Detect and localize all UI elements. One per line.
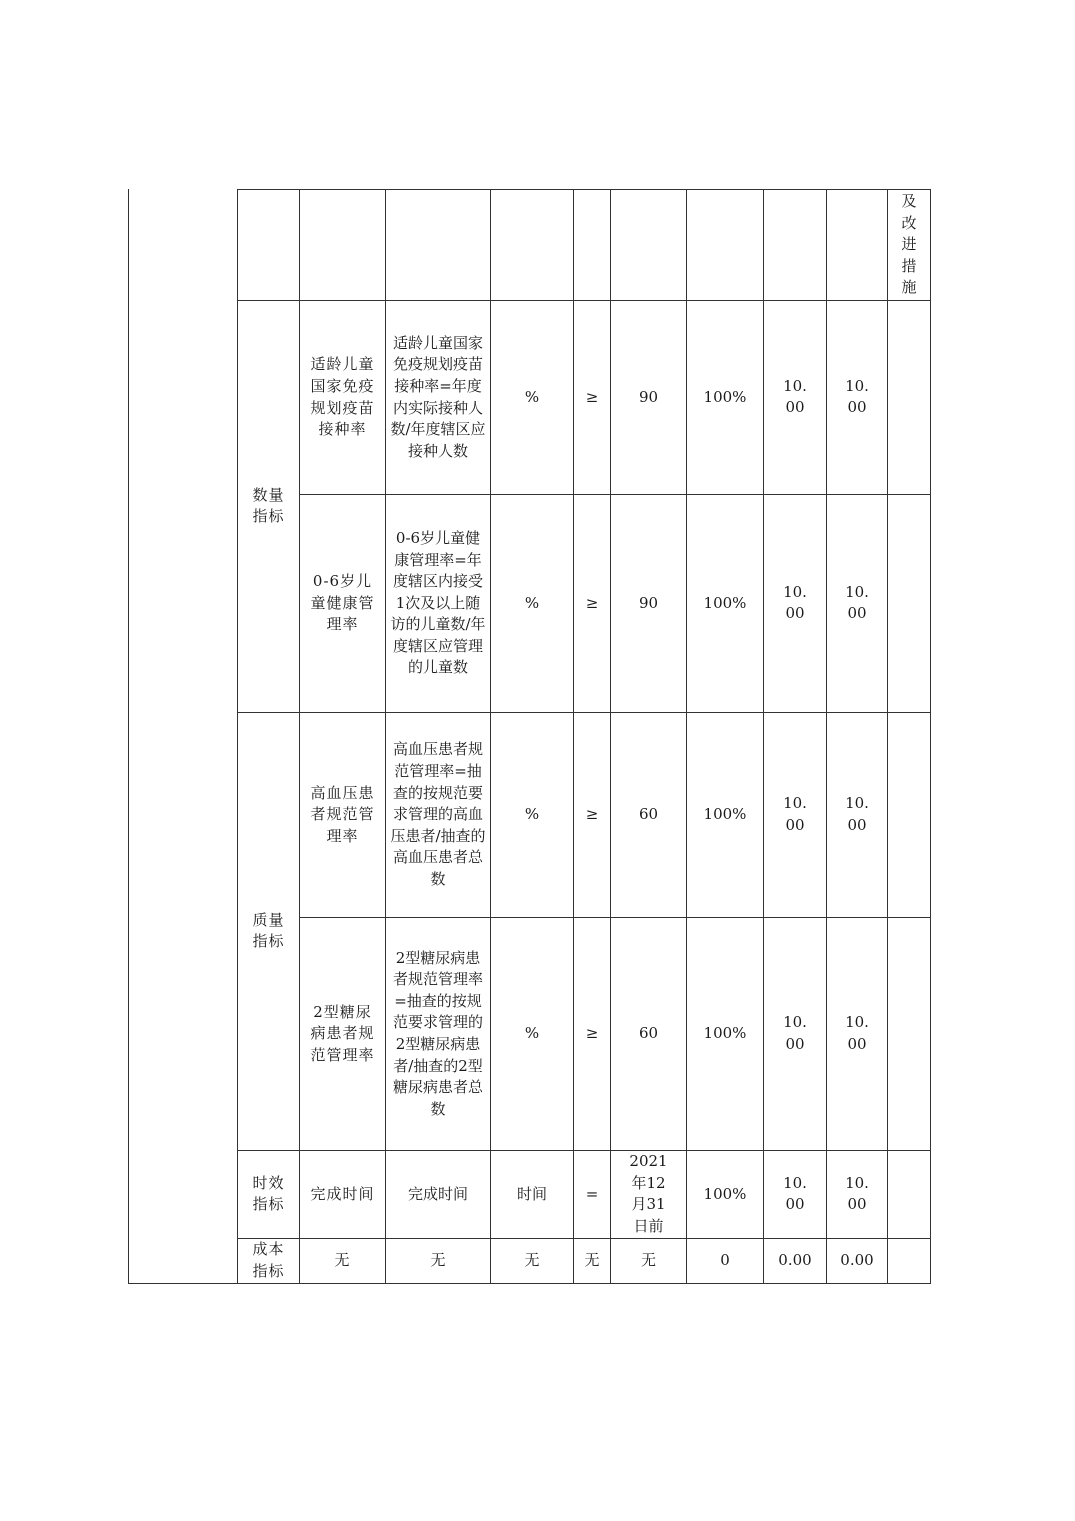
- header-cell: [611, 190, 687, 301]
- header-cell: [764, 190, 827, 301]
- table-row: [238, 1151, 931, 1239]
- indicator-note: [888, 301, 931, 495]
- indicator-note: [888, 1239, 931, 1284]
- indicator-actual: 100%: [687, 301, 764, 495]
- header-cell: [300, 190, 386, 301]
- indicator-weight: [764, 918, 827, 1151]
- indicator-name: 0-6岁儿童健康管理率: [300, 495, 386, 713]
- performance-indicator-table: [237, 189, 931, 1284]
- weight-value: 10.00: [783, 376, 807, 417]
- indicator-score: 0.00: [827, 1239, 888, 1284]
- section-label: 时效指标: [252, 1173, 285, 1214]
- header-cell: [491, 190, 574, 301]
- indicator-name: 适龄儿童国家免疫规划疫苗接种率: [300, 301, 386, 495]
- section-quality: [238, 713, 300, 1151]
- indicator-note: [888, 918, 931, 1151]
- weight-value: 10.00: [783, 1013, 807, 1053]
- indicator-operator: =: [574, 1151, 611, 1239]
- section-quantity: [238, 301, 300, 713]
- score-value: 10.00: [845, 1013, 869, 1053]
- indicator-unit: %: [491, 495, 574, 713]
- indicator-formula: 高血压患者规范管理率=抽查的按规范要求管理的高血压患者/抽查的高血压患者总数: [386, 713, 491, 918]
- indicator-score: [827, 301, 888, 495]
- weight-value: 10.00: [783, 582, 807, 623]
- score-value: 10.00: [845, 582, 869, 623]
- indicator-unit: %: [491, 918, 574, 1151]
- table-row: [238, 495, 931, 713]
- indicator-weight: [764, 301, 827, 495]
- indicator-formula: 完成时间: [386, 1151, 491, 1239]
- score-value: 10.00: [845, 1173, 869, 1214]
- section-cost: [238, 1239, 300, 1284]
- indicator-unit: 时间: [491, 1151, 574, 1239]
- indicator-operator: ≥: [574, 301, 611, 495]
- indicator-actual: 100%: [687, 495, 764, 713]
- indicator-note: [888, 713, 931, 918]
- indicator-operator: ≥: [574, 713, 611, 918]
- header-improvement-measures: [888, 190, 931, 301]
- indicator-actual: 100%: [687, 713, 764, 918]
- indicator-name: 无: [300, 1239, 386, 1284]
- indicator-weight: 0.00: [764, 1239, 827, 1284]
- header-cell: [827, 190, 888, 301]
- indicator-target: 60: [611, 918, 687, 1151]
- header-cell: [574, 190, 611, 301]
- indicator-target: [611, 1151, 687, 1239]
- indicator-score: [827, 495, 888, 713]
- indicator-actual: 0: [687, 1239, 764, 1284]
- weight-value: 10.00: [783, 1173, 807, 1214]
- weight-value: 10.00: [783, 794, 807, 834]
- indicator-note: [888, 1151, 931, 1239]
- header-cell: [238, 190, 300, 301]
- indicator-target: 无: [611, 1239, 687, 1284]
- outer-border-left: [128, 189, 129, 1284]
- section-label: 数量指标: [252, 485, 285, 526]
- indicator-weight: [764, 713, 827, 918]
- score-value: 10.00: [845, 794, 869, 834]
- indicator-formula: 适龄儿童国家免疫规划疫苗接种率=年度内实际接种人数/年度辖区应接种人数: [386, 301, 491, 495]
- indicator-weight: [764, 1151, 827, 1239]
- section-label: 成本指标: [252, 1240, 285, 1280]
- indicator-target: 90: [611, 301, 687, 495]
- indicator-operator: ≥: [574, 918, 611, 1151]
- indicator-formula: 0-6岁儿童健康管理率=年度辖区内接受1次及以上随访的儿童数/年度辖区应管理的儿童数: [386, 495, 491, 713]
- section-label: 质量指标: [252, 910, 285, 951]
- indicator-score: [827, 1151, 888, 1239]
- indicator-operator: 无: [574, 1239, 611, 1284]
- indicator-formula: 2型糖尿病患者规范管理率=抽查的按规范要求管理的2型糖尿病患者/抽查的2型糖尿病患者总数: [386, 918, 491, 1151]
- indicator-unit: %: [491, 713, 574, 918]
- indicator-target: 60: [611, 713, 687, 918]
- indicator-score: [827, 713, 888, 918]
- table-row: [238, 1239, 931, 1284]
- indicator-formula: 无: [386, 1239, 491, 1284]
- section-timeliness: [238, 1151, 300, 1239]
- indicator-target: 90: [611, 495, 687, 713]
- outer-border-bottom: [128, 1283, 238, 1284]
- target-date-value: 2021年12月31日前: [629, 1152, 668, 1235]
- indicator-name: 完成时间: [300, 1151, 386, 1239]
- header-cell: [687, 190, 764, 301]
- indicator-actual: 100%: [687, 1151, 764, 1239]
- indicator-name: 高血压患者规范管理率: [300, 713, 386, 918]
- header-improvement-label: 及改进措施: [901, 192, 917, 297]
- header-cell: [386, 190, 491, 301]
- score-value: 10.00: [845, 376, 869, 417]
- indicator-note: [888, 495, 931, 713]
- indicator-weight: [764, 495, 827, 713]
- table-header-row: [238, 190, 931, 301]
- indicator-name: 2型糖尿病患者规范管理率: [300, 918, 386, 1151]
- indicator-unit: %: [491, 301, 574, 495]
- table-row: [238, 301, 931, 495]
- indicator-operator: ≥: [574, 495, 611, 713]
- table-row: [238, 918, 931, 1151]
- table-row: [238, 713, 931, 918]
- indicator-score: [827, 918, 888, 1151]
- indicator-unit: 无: [491, 1239, 574, 1284]
- indicator-actual: 100%: [687, 918, 764, 1151]
